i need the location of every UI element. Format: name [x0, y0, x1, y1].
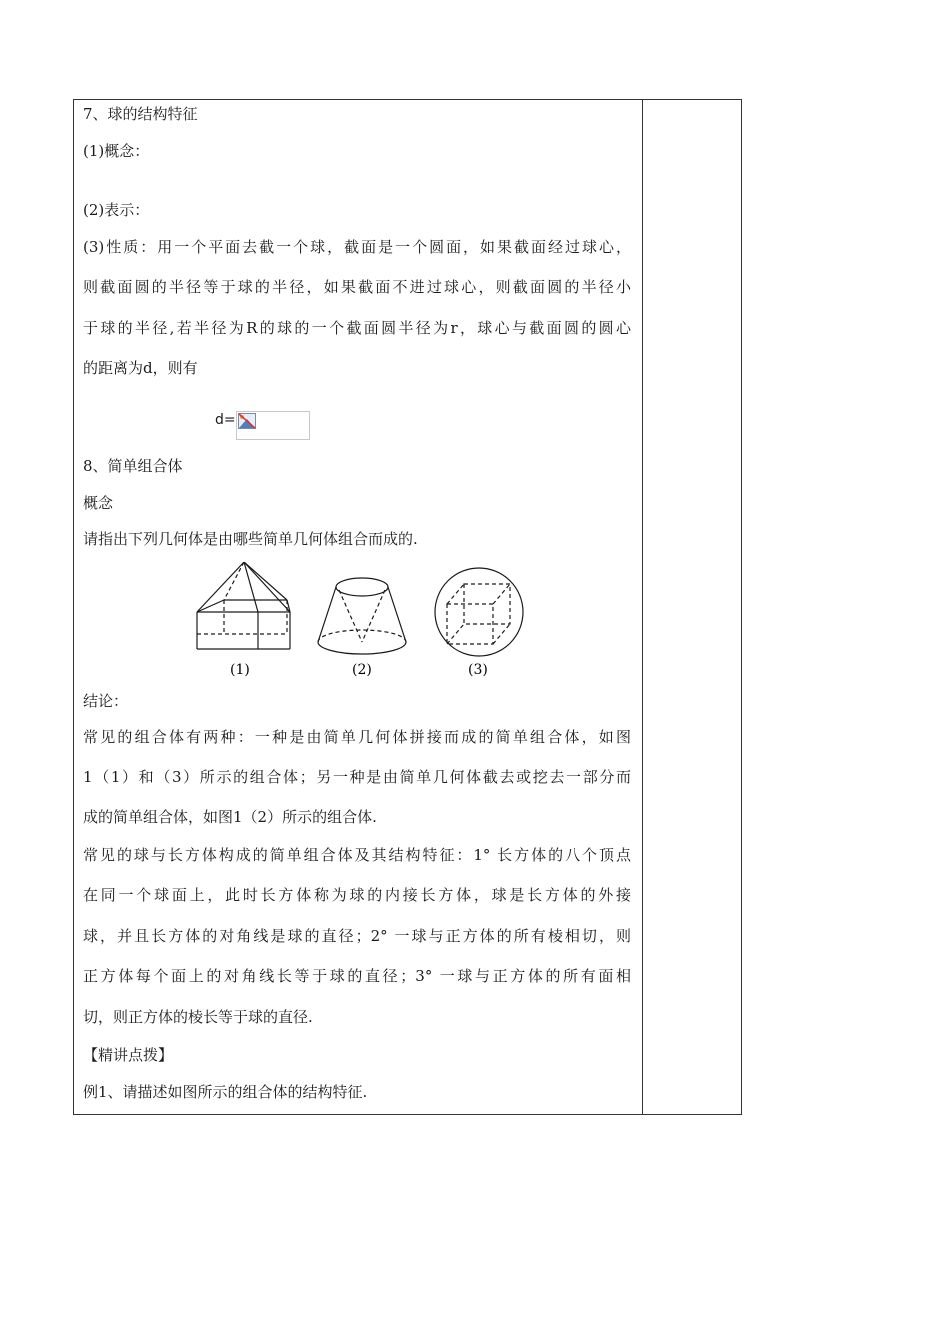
figure-caption: (1) — [230, 662, 250, 678]
figure-caption: (3) — [468, 662, 488, 678]
section-8-title: 8、简单组合体 — [83, 457, 183, 475]
section-7-property-line: 的距离为d，则有 — [83, 359, 198, 377]
section-8-concept: 概念 — [83, 494, 114, 512]
pyramid-prism-figure — [197, 562, 290, 649]
lecture-heading: 【精讲点拨】 — [83, 1046, 174, 1064]
column-divider — [642, 100, 643, 1114]
composite-solids-figure — [192, 562, 532, 682]
distance-formula — [215, 399, 310, 440]
conclusion-line: 1（1）和（3）所示的组合体；另一种是由简单几何体截去或挖去一部分而 — [83, 768, 631, 786]
section-7-property-line: (3)性质：用一个平面去截一个球，截面是一个圆面，如果截面经过球心， — [83, 238, 631, 256]
section-7-title: 7、球的结构特征 — [83, 105, 198, 123]
structure-line: 切，则正方体的棱长等于球的直径. — [83, 1008, 313, 1026]
content-table — [73, 99, 742, 1115]
conclusion-heading: 结论： — [83, 692, 129, 710]
section-7-property-line: 于球的半径,若半径为R的球的一个截面圆半径为r，球心与截面圆的圆心 — [83, 319, 631, 337]
section-7-property-line: 则截面圆的半径等于球的半径，如果截面不进过球心，则截面圆的半径小 — [83, 278, 631, 296]
conclusion-line: 常见的组合体有两种：一种是由简单几何体拼接而成的简单组合体，如图 — [83, 728, 631, 746]
frustum-cone-figure — [318, 578, 406, 654]
formula-image-placeholder — [236, 411, 310, 440]
structure-line: 正方体每个面上的对角线长等于球的直径；3° 一球与正方体的所有面相 — [83, 967, 631, 985]
structure-line: 在同一个球面上，此时长方体称为球的内接长方体，球是长方体的外接 — [83, 886, 631, 904]
broken-image-icon — [238, 413, 256, 429]
sphere-cube-figure — [435, 568, 523, 656]
structure-line: 球，并且长方体的对角线是球的直径；2° 一球与正方体的所有棱相切，则 — [83, 927, 631, 945]
formula-label: d= — [215, 411, 236, 428]
structure-line: 常见的球与长方体构成的简单组合体及其结构特征：1° 长方体的八个顶点 — [83, 846, 631, 864]
example-1: 例1、请描述如图所示的组合体的结构特征. — [83, 1083, 368, 1101]
section-7-representation: (2)表示： — [83, 201, 150, 219]
figure-caption: (2) — [352, 662, 372, 678]
section-8-question: 请指出下列几何体是由哪些简单几何体组合而成的. — [83, 530, 418, 548]
section-7-concept: (1)概念： — [83, 142, 150, 160]
conclusion-line: 成的简单组合体，如图1（2）所示的组合体. — [83, 808, 377, 826]
